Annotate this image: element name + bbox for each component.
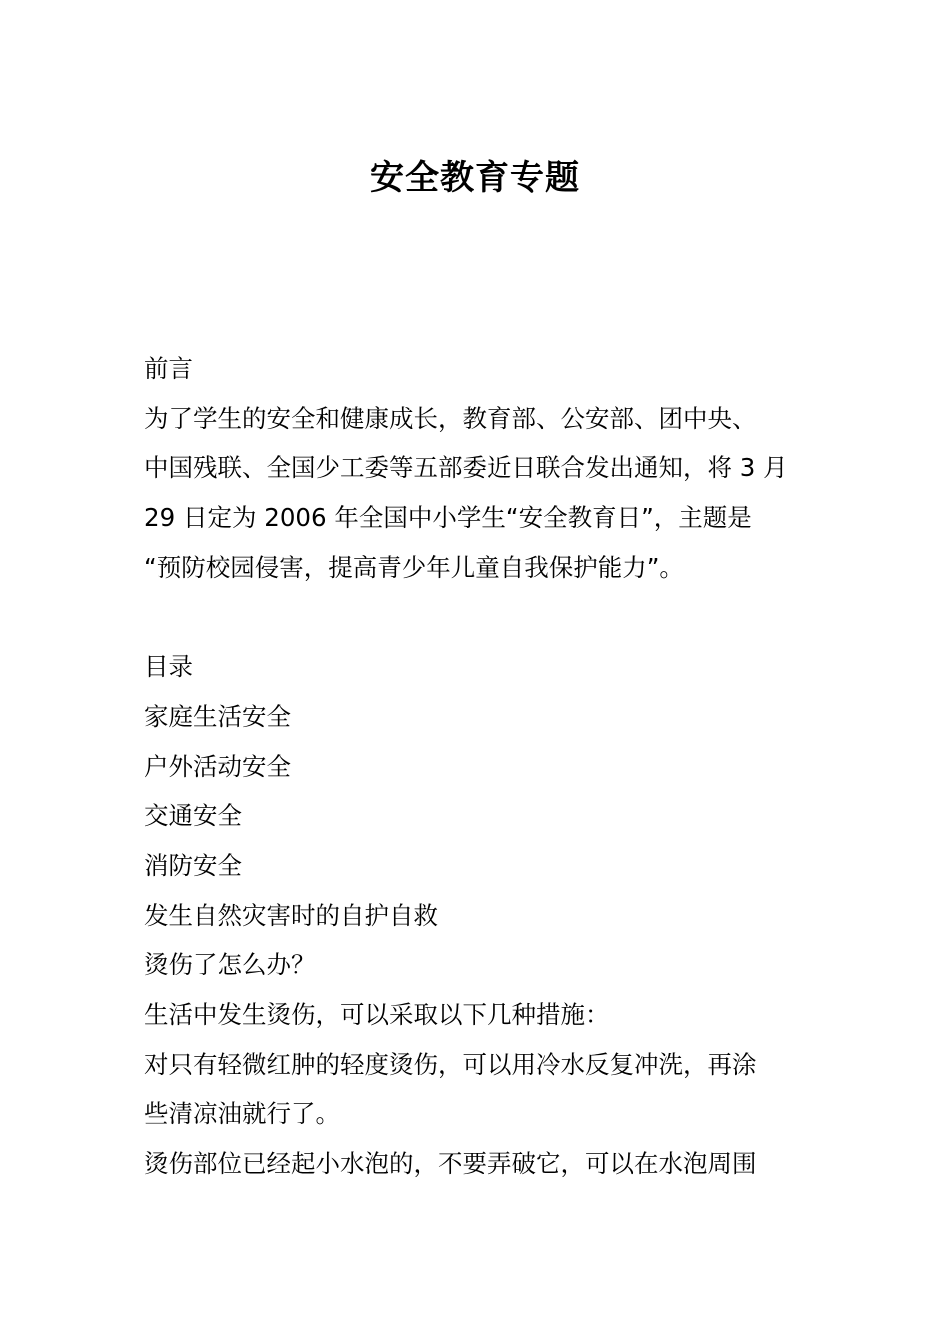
document-title: 安全教育专题: [370, 158, 580, 198]
toc-item: 交通安全: [144, 801, 242, 831]
preface-line: 29 日定为 2006 年全国中小学生“安全教育日”，主题是: [144, 503, 752, 533]
preface-heading: 前言: [144, 354, 193, 383]
section-line: 生活中发生烫伤，可以采取以下几种措施：: [144, 999, 610, 1029]
section-line: 些清凉油就行了。: [144, 1099, 340, 1129]
section-line: 对只有轻微红肿的轻度烫伤，可以用冷水反复冲洗，再涂: [144, 1049, 757, 1079]
preface-line: 中国残联、全国少工委等五部委近日联合发出通知，将 3 月: [144, 453, 788, 483]
toc-item: 户外活动安全: [144, 751, 291, 781]
toc-item: 发生自然灾害时的自护自救: [144, 900, 438, 930]
preface-line: 为了学生的安全和健康成长，教育部、公安部、团中央、: [144, 403, 757, 433]
preface-line: “预防校园侵害，提高青少年儿童自我保护能力”。: [144, 552, 684, 582]
toc-item: 消防安全: [144, 850, 242, 880]
toc-heading: 目录: [144, 652, 193, 682]
paragraph-spacer: [144, 592, 812, 642]
section-line: 烫伤部位已经起小水泡的，不要弄破它，可以在水泡周围: [144, 1149, 757, 1178]
document-body: [144, 344, 812, 1189]
toc-item: 家庭生活安全: [144, 701, 291, 731]
section-question: 烫伤了怎么办？: [144, 950, 316, 980]
